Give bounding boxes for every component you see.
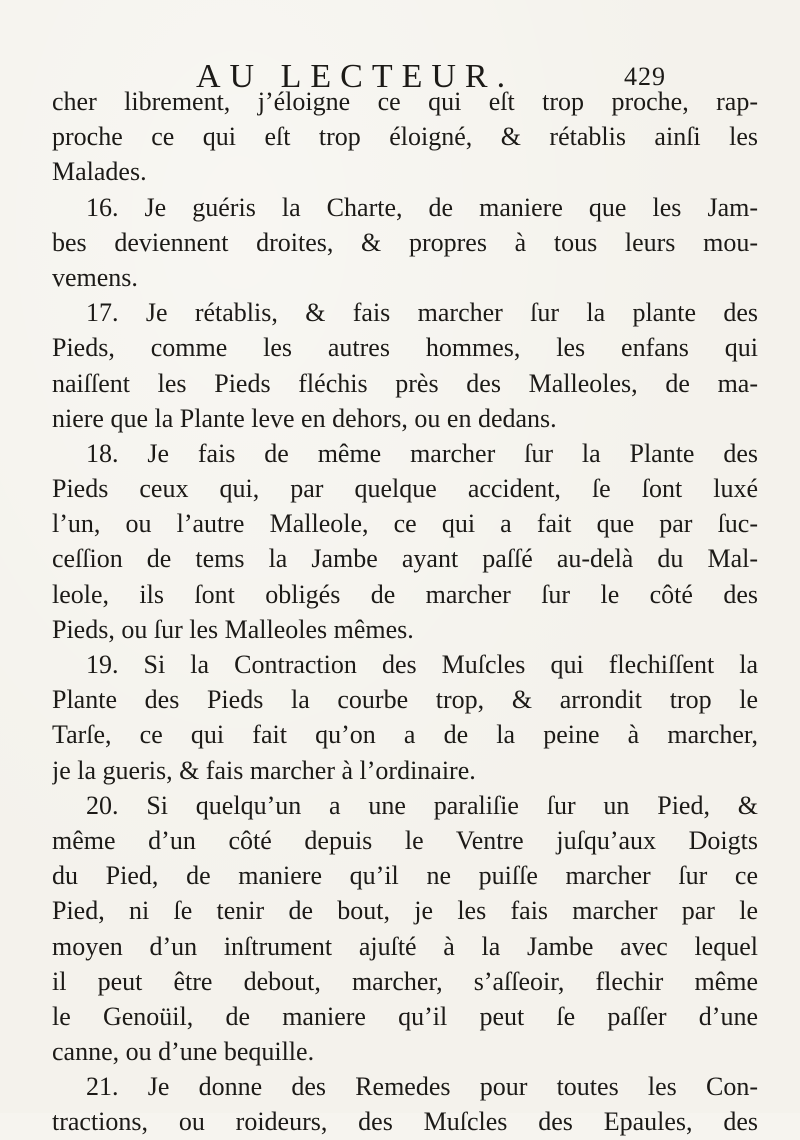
text-line: leole, ils ſont obligés de marcher ſur le côté des	[52, 579, 758, 609]
text-line: niere que la Plante leve en dehors, ou en dedans.	[52, 403, 557, 433]
text-line: canne, ou d’une bequille.	[52, 1037, 315, 1067]
text-line: Pieds, comme les autres hommes, les enfans qui	[52, 333, 758, 363]
text-line: proche ce qui eſt trop éloigné, & rétablis ainſi les	[52, 122, 758, 152]
body-text	[52, 84, 758, 1140]
text-line: tractions, ou roideurs, des Muſcles des Epaules, des	[52, 1107, 758, 1137]
text-line: 17. Je rétablis, & fais marcher ſur la plante des	[86, 298, 758, 328]
text-line: Pieds, ou ſur les Malleoles mêmes.	[52, 614, 414, 644]
text-line: Pied, ni ſe tenir de bout, je les fais marcher par le	[52, 896, 758, 926]
text-line: 21. Je donne des Remedes pour toutes les Con-	[86, 1072, 758, 1102]
running-head-title: AU LECTEUR.	[196, 58, 515, 95]
text-line: il peut être debout, marcher, s’aſſeoir, flechir même	[52, 966, 758, 996]
text-line: cher librement, j’éloigne ce qui eſt trop proche, rap-	[52, 87, 758, 116]
page-number: 429	[624, 62, 666, 91]
text-line: Tarſe, ce qui fait qu’on a de la peine à marcher,	[52, 720, 758, 750]
text-line: le Genoüil, de maniere qu’il peut ſe paſſer d’une	[52, 1001, 758, 1031]
text-line: même d’un côté depuis le Ventre juſqu’aux Doigts	[52, 825, 758, 855]
text-line: bes deviennent droites, & propres à tous leurs mou-	[52, 227, 758, 257]
text-line: Plante des Pieds la courbe trop, & arrondit trop le	[52, 685, 758, 715]
text-line: naiſſent les Pieds fléchis près des Malleoles, de ma-	[52, 368, 758, 398]
text-line: 20. Si quelqu’un a une paraliſie ſur un Pied, &	[86, 790, 758, 820]
text-line: vemens.	[52, 262, 138, 292]
text-line: 18. Je fais de même marcher ſur la Plante des	[86, 438, 758, 468]
text-line: 16. Je guéris la Charte, de maniere que les Jam-	[86, 192, 758, 222]
text-line: ceſſion de tems la Jambe ayant paſſé au-delà du Mal-	[52, 544, 758, 574]
text-line: du Pied, de maniere qu’il ne puiſſe marcher ſur ce	[52, 861, 758, 891]
text-line: je la gueris, & fais marcher à l’ordinaire.	[52, 755, 476, 785]
text-line: l’un, ou l’autre Malleole, ce qui a fait que par ſuc-	[52, 509, 758, 539]
text-line: moyen d’un inſtrument ajuſté à la Jambe avec lequel	[52, 931, 758, 961]
text-line: Malades.	[52, 157, 147, 187]
text-line: Pieds ceux qui, par quelque accident, ſe ſont luxé	[52, 474, 758, 504]
text-line: 19. Si la Contraction des Muſcles qui flechiſſent la	[86, 650, 758, 679]
